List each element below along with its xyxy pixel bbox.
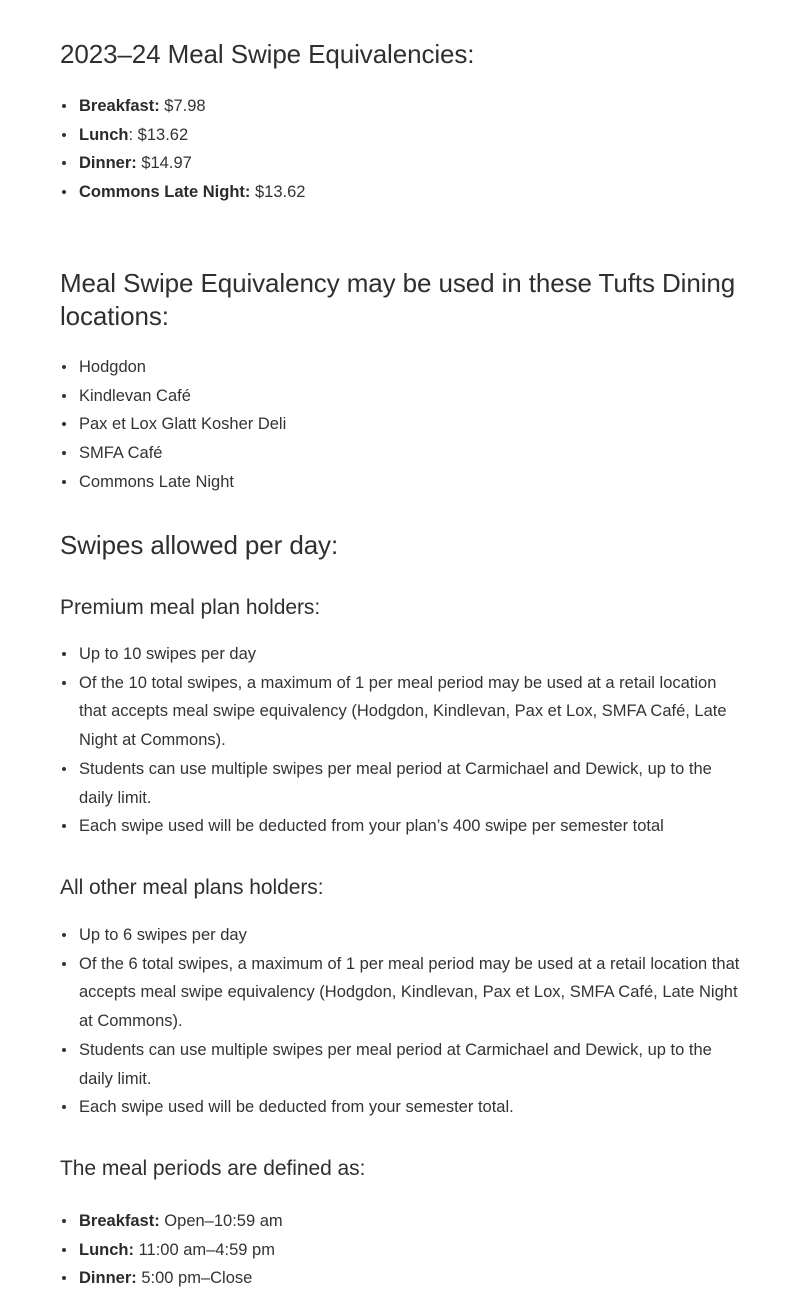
- list-item: [60, 149, 725, 178]
- equivalencies-list: [60, 92, 725, 207]
- equivalencies-section-header: [60, 38, 725, 71]
- swipes-per-day-section-header: [60, 529, 725, 562]
- locations-list: [60, 353, 725, 497]
- list-item-label: Commons Late Night:: [79, 183, 251, 202]
- page-title: 2023–24 Meal Swipe Equivalencies:: [60, 39, 475, 69]
- list-item: Each swipe used will be deducted from your semester total.: [60, 1093, 741, 1122]
- swipes-per-day-heading: Swipes allowed per day:: [60, 530, 339, 560]
- list-item: Kindlevan Café: [60, 382, 725, 411]
- locations-section-header: [60, 267, 765, 333]
- list-item: Hodgdon: [60, 353, 725, 382]
- all-other-heading: All other meal plans holders:: [60, 876, 324, 899]
- premium-heading: Premium meal plan holders:: [60, 596, 321, 619]
- list-item: Of the 6 total swipes, a maximum of 1 per meal period may be used at a retail location that accepts meal swipe equivalency (Hodgdon, Kindlevan, Pax et Lox, SMFA Café, Late Night at Commons).: [60, 950, 741, 1036]
- locations-list-wrap: [60, 353, 725, 497]
- list-item-label: Dinner:: [79, 154, 137, 173]
- list-item: Up to 10 swipes per day: [60, 640, 741, 669]
- list-item-value: $14.97: [136, 154, 192, 173]
- clipped-top-line: [60, 0, 725, 2]
- premium-list: [60, 640, 741, 841]
- list-item: Each swipe used will be deducted from your plan’s 400 swipe per semester total: [60, 812, 741, 841]
- list-item: [60, 1207, 725, 1236]
- list-item-value: Open–10:59 am: [159, 1212, 283, 1230]
- list-item-label: Dinner:: [79, 1269, 137, 1288]
- list-item: Pax et Lox Glatt Kosher Deli: [60, 410, 725, 439]
- premium-subsection-header: [60, 594, 725, 622]
- list-item: [60, 121, 725, 150]
- all-other-list-wrap: [60, 921, 741, 1122]
- list-item-label: Lunch:: [79, 1240, 134, 1259]
- all-other-list: [60, 921, 741, 1122]
- equivalencies-list-wrap: [60, 92, 725, 207]
- list-item: [60, 178, 725, 207]
- list-item: Of the 10 total swipes, a maximum of 1 per meal period may be used at a retail location that accepts meal swipe equivalency (Hodgdon, Kindlevan, Pax et Lox, SMFA Café, Late Night at Commons).: [60, 669, 741, 755]
- meal-periods-section-header: [60, 1155, 725, 1183]
- list-item-label: Breakfast:: [79, 97, 160, 115]
- meal-periods-heading: The meal periods are defined as:: [60, 1157, 366, 1180]
- meal-periods-list: [60, 1207, 725, 1293]
- list-item: Up to 6 swipes per day: [60, 921, 741, 950]
- list-item: Students can use multiple swipes per meal period at Carmichael and Dewick, up to the daily limit.: [60, 755, 741, 812]
- meal-periods-list-wrap: [60, 1207, 725, 1293]
- list-item: Students can use multiple swipes per meal period at Carmichael and Dewick, up to the daily limit.: [60, 1036, 741, 1093]
- list-item: [60, 1236, 725, 1265]
- list-item-value: $7.98: [159, 97, 206, 115]
- list-item-value: : $13.62: [128, 125, 189, 144]
- list-item-value: 11:00 am–4:59 pm: [134, 1240, 275, 1259]
- all-other-subsection-header: [60, 874, 725, 902]
- list-item: [60, 1264, 725, 1293]
- list-item-label: Breakfast:: [79, 1212, 160, 1230]
- locations-heading: Meal Swipe Equivalency may be used in these Tufts Dining locations:: [60, 268, 736, 331]
- list-item: [60, 92, 725, 121]
- premium-list-wrap: [60, 640, 741, 841]
- list-item-value: $13.62: [250, 183, 306, 202]
- list-item-label: Lunch: [79, 125, 129, 144]
- list-item: Commons Late Night: [60, 468, 725, 497]
- list-item-value: 5:00 pm–Close: [136, 1269, 253, 1288]
- list-item: SMFA Café: [60, 439, 725, 468]
